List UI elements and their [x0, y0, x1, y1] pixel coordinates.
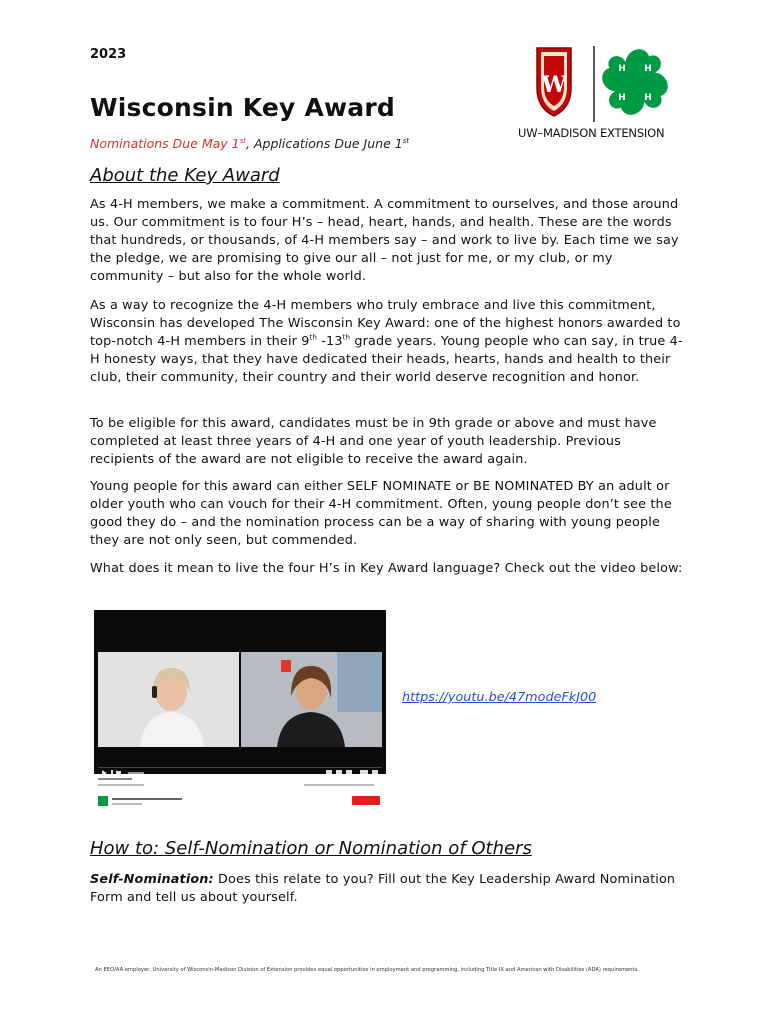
logo-text: UW–MADISON EXTENSION: [518, 126, 665, 140]
svg-text:H: H: [644, 93, 652, 103]
video-info-graphic: [94, 774, 386, 818]
video-link[interactable]: https://youtu.be/47modeFkJ00: [402, 690, 597, 705]
self-nomination-paragraph: [90, 871, 686, 907]
about-paragraph-4: Young people for this award can either SELF NOMINATE or BE NOMINATED BY an adult or older youth who can vouch for their 4-H commitment. Often, young people don’t see the good they do – and the nomination process can be a way of sharing with young people they are not only seen, but commended.: [90, 479, 672, 548]
video-thumbnail[interactable]: [94, 610, 386, 818]
about-paragraph-1: As 4-H members, we make a commitment. A commitment to ourselves, and those around us. Our commitment is to four H’s – head, heart, hands, and health. These are the words that hundreds, or thousands, of 4-H members say – and work to live by. Each time we say the pledge, we are promising to give our all – not just for me, or my club, or my community – but also for the whole world.: [90, 197, 679, 284]
due-dates-line: [90, 136, 409, 151]
about-paragraph-2: [90, 297, 686, 387]
nominations-due-suffix: st: [239, 136, 247, 145]
video-frame: [98, 652, 382, 747]
p2-sup-1: th: [309, 333, 318, 342]
svg-text:W: W: [541, 72, 567, 98]
p2-part-c: grade years. Young people who can say, in true 4-H honesty ways, that they have dedicated their heads, hearts, hands and health to their club, their community, their country and their world deserve recognition and honor.: [90, 334, 683, 385]
video-panel-left: [98, 652, 239, 747]
svg-text:H: H: [644, 64, 652, 74]
about-paragraph-3: To be eligible for this award, candidates must be in 9th grade or above and must have completed at least three years of 4-H and one year of youth leadership. Previous recipients of the award are not eligible to receive the award again.: [90, 416, 657, 467]
uw-madison-extension-logo: [515, 42, 685, 142]
self-nomination-text: Does this relate to you? Fill out the Key Leadership Award Nomination Form and tell us about yourself.: [90, 872, 676, 905]
p2-part-a: As a way to recognize the 4-H members who truly embrace and live this commitment, Wisconsin has developed The Wisconsin Key Award: one of the highest honors awarded to top-notch 4-H members in their 9: [90, 298, 681, 349]
video-panel-right: [241, 652, 382, 747]
nominations-due: Nominations Due May 1: [90, 136, 240, 151]
person-right-image: [241, 652, 382, 747]
p2-part-b: -13: [317, 334, 343, 349]
applications-due: , Applications Due June 1: [246, 136, 403, 151]
svg-text:H: H: [618, 64, 626, 74]
page-title: Wisconsin Key Award: [90, 93, 395, 122]
footer-disclaimer: An EEO/AA employer, University of Wisconsin-Madison Division of Extension provides equal opportunities in employment and programming, including Title IX and American with Disabilities (ADA) requirements.: [95, 967, 639, 973]
video-controls[interactable]: [98, 762, 382, 774]
applications-due-suffix: st: [402, 136, 410, 145]
p2-sup-2: th: [342, 333, 351, 342]
howto-heading: How to: Self-Nomination or Nomination of Others: [90, 838, 532, 859]
self-nomination-label: Self-Nomination:: [90, 872, 214, 887]
document-year: 2023: [90, 47, 127, 62]
about-paragraph-5: What does it mean to live the four H’s in Key Award language? Check out the video below:: [90, 561, 683, 576]
about-heading: About the Key Award: [90, 165, 280, 186]
person-left-image: [98, 652, 239, 747]
svg-text:H: H: [618, 93, 626, 103]
video-info-strip: [94, 774, 386, 818]
